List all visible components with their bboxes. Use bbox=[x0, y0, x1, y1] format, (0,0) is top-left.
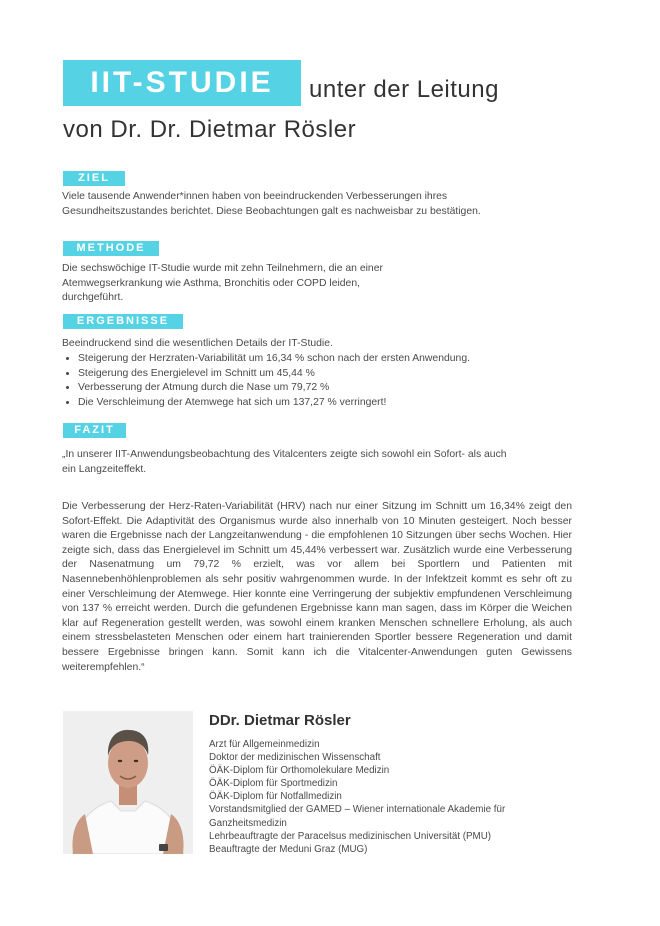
portrait-photo bbox=[63, 711, 193, 854]
results-list bbox=[62, 352, 558, 410]
section-intro-ergebnisse: Beeindruckend sind die wesentlichen Details der IT-Studie. bbox=[62, 338, 333, 349]
bio-list bbox=[209, 738, 549, 856]
title-badge: IIT-STUDIE bbox=[63, 60, 301, 106]
list-item: • Steigerung des Energielevel im Schnitt um 45,44 % bbox=[78, 367, 558, 382]
section-label-ziel: ZIEL bbox=[63, 171, 125, 186]
bio-line: Vorstandsmitglied der GAMED – Wiener internationale Akademie für Ganzheitsmedizin bbox=[209, 804, 506, 829]
section-text-methode: Die sechswöchige IT-Studie wurde mit zehn Teilnehmern, die an einer Atemwegserkrankung wie Asthma, Bronchitis oder COPD leiden, durchgeführt. bbox=[62, 263, 383, 303]
bio-name: DDr. Dietmar Rösler bbox=[209, 712, 351, 729]
fazit-body: Die Verbesserung der Herz-Raten-Variabilität (HRV) nach nur einer Sitzung im Schnitt um 16,34% zeigt den Sofort-Effekt. Die Adaptivität des Organismus wurde also innerhalb von 10 Minuten gesteigert. Noch besser waren die Ergebnisse nach der Langzeitanwendung - die empfohlenen 10 Sitzungen über sechs Wochen. Hier zeigte sich, dass das Energielevel im Schnitt um 45,44% verbessert war. Zusätzlich wurde eine Verbesserung der Nasenatmung um 79,72 % erzielt, was vor allem bei Sportlern und Patienten mit Nasennebenhöhlenproblemen als sehr positiv wahrgenommen wurde. In der Infektzeit kommt es sehr oft zu einer Verschleimung der Atemwege. Hier konnte eine Verringerung der subjektiv empfundenen Verschleimung von 137 % erreicht werden. Durch die gefundenen Ergebnisse kann man sagen, dass im Körper die Weichen klar auf Regeneration gestellt werden, was sowohl einem kranken Menschen schnellere Erholung, als auch einem stressbelasteten Menschen oder einem hart trainierenden Sportler bessere Regeneration und damit bessere Ergebnisse bringen kann. Somit kann ich die Vitalcenter-Anwendungen guten Gewissens weiterempfehlen.“ bbox=[62, 501, 572, 673]
fazit-quote: „In unserer IIT-Anwendungsbeobachtung des Vitalcenters zeigte sich sowohl ein Sofort- als auch ein Langzeiteffekt. bbox=[62, 449, 507, 475]
list-item: • Verbesserung der Atmung durch die Nase um 79,72 % bbox=[78, 381, 558, 396]
section-text-ziel: Viele tausende Anwender*innen haben von beeindruckenden Verbesserungen ihres Gesundheitszustandes berichtet. Diese Beobachtungen galt es nachweisbar zu bestätigen. bbox=[62, 191, 481, 217]
list-item: • Die Verschleimung der Atemwege hat sich um 137,27 % verringert! bbox=[78, 396, 558, 411]
section-label-fazit: FAZIT bbox=[63, 423, 126, 438]
list-item: • Steigerung der Herzraten-Variabilität um 16,34 % schon nach der ersten Anwendung. bbox=[78, 352, 558, 367]
bio-line: Beauftragte der Meduni Graz (MUG) bbox=[209, 843, 368, 855]
bio-line: ÖÄK-Diplom für Orthomolekulare Medizin bbox=[209, 765, 390, 777]
portrait-illustration bbox=[63, 711, 193, 854]
bio-line: Arzt für Allgemeinmedizin bbox=[209, 739, 320, 750]
title-rest: unter der Leitung bbox=[309, 76, 499, 103]
title-line2: von Dr. Dr. Dietmar Rösler bbox=[63, 116, 357, 143]
bio-line: ÖÄK-Diplom für Notfallmedizin bbox=[209, 791, 342, 803]
section-label-methode: METHODE bbox=[63, 241, 159, 256]
bio-line: ÖÄK-Diplom für Sportmedizin bbox=[209, 778, 338, 790]
bio-line: Doktor der medizinischen Wissenschaft bbox=[209, 752, 381, 764]
bio-line: Lehrbeauftragte der Paracelsus medizinischen Universität (PMU) bbox=[209, 830, 492, 842]
section-label-ergebnisse: ERGEBNISSE bbox=[63, 314, 183, 329]
